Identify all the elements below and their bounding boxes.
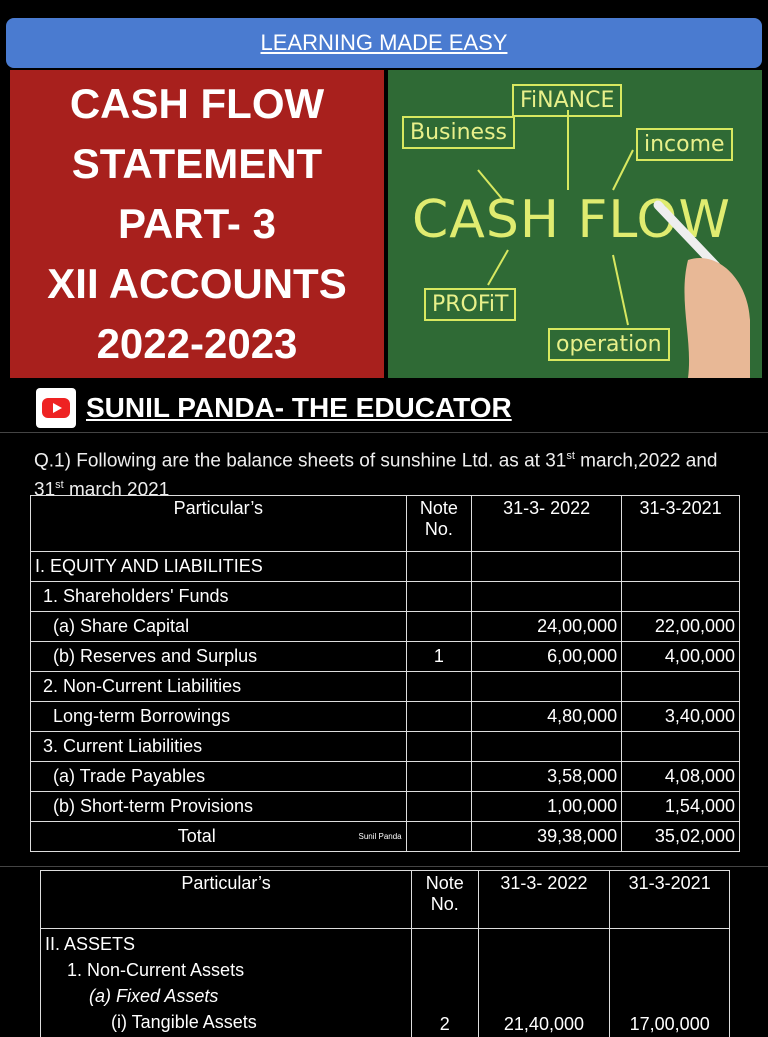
channel-name: SUNIL PANDA- THE EDUCATOR [86,392,512,424]
col-note: Note No. [406,496,471,552]
hand-with-chalk-icon [388,70,762,378]
youtube-icon[interactable] [36,388,76,428]
liabilities-table [30,495,740,852]
table-row: (a) Share Capital 24,00,000 22,00,000 [31,612,740,642]
question-text: Q.1) Following are the balance sheets of sunshine Ltd. as at 31st march,2022 and 31st march 2021 [34,444,734,503]
title-line-3: PART- 3 [118,194,276,254]
top-banner [6,18,762,68]
title-line-1: CASH FLOW [70,74,324,134]
business-tag: Business [402,116,515,149]
assets-table [40,870,730,1037]
table-row: (a) Trade Payables 3,58,000 4,08,000 [31,762,740,792]
col-2021: 31-3-2021 [610,871,730,929]
col-2021: 31-3-2021 [622,496,740,552]
title-line-5: 2022-2023 [97,314,298,374]
col-particulars: Particular’s [41,871,412,929]
profit-tag: PROFiT [424,288,516,321]
table-header [41,871,730,929]
divider [0,866,768,867]
col-particulars: Particular’s [31,496,407,552]
chalkboard-image [388,70,762,378]
operation-tag: operation [548,328,670,361]
title-panel [10,70,384,378]
signature: Sunil Panda [358,832,401,841]
table-row: I. EQUITY AND LIABILITIES [31,552,740,582]
col-note: Note No. [412,871,478,929]
col-2022: 31-3- 2022 [478,871,610,929]
banner-text: LEARNING MADE EASY [261,30,508,56]
table-row: 3. Current Liabilities [31,732,740,762]
income-tag: income [636,128,733,161]
title-line-2: STATEMENT [72,134,322,194]
table-row: Long-term Borrowings 4,80,000 3,40,000 [31,702,740,732]
title-line-4: XII ACCOUNTS [47,254,346,314]
table-row: II. ASSETS 1. Non-Current Assets (a) Fixed Assets (i) Tangible Assets 2 21,40,000 17,00,000 [41,929,730,1037]
channel-brand [36,388,512,428]
table-row: (b) Short-term Provisions 1,00,000 1,54,000 [31,792,740,822]
finance-tag: FiNANCE [512,84,622,117]
divider [0,432,768,433]
col-2022: 31-3- 2022 [472,496,622,552]
cash-flow-chalk-text: CASH FLOW [412,190,731,250]
table-row: 2. Non-Current Liabilities [31,672,740,702]
table-row: (b) Reserves and Surplus 1 6,00,000 4,00,000 [31,642,740,672]
total-row: Total Sunil Panda 39,38,000 35,02,000 [31,822,740,852]
table-header [31,496,740,552]
table-row: 1. Shareholders' Funds [31,582,740,612]
